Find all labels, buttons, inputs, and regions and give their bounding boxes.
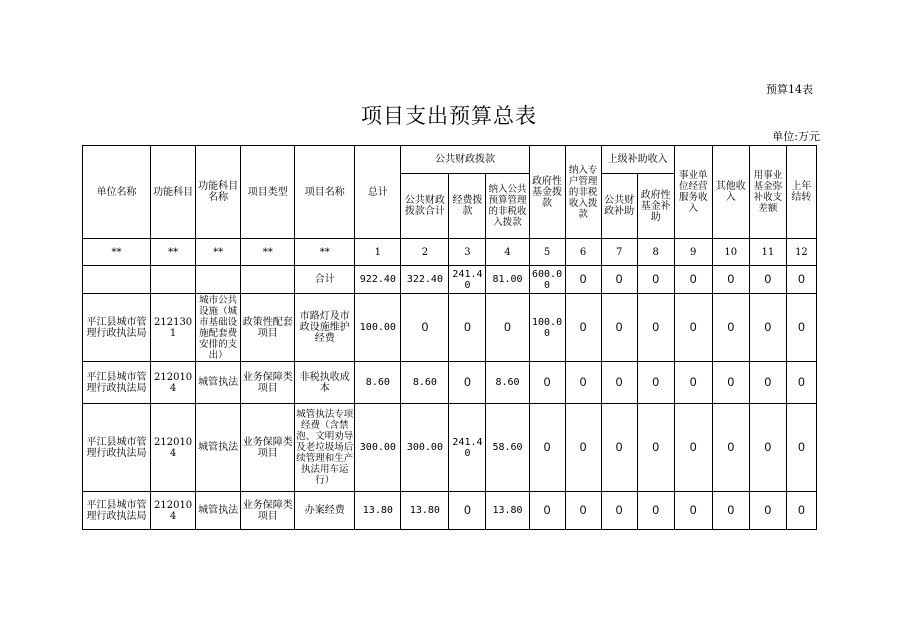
type-cell: 业务保障类项目 [241,362,295,404]
value-cell: 0 [712,404,749,492]
table-row [83,294,817,362]
value-cell: 0 [674,492,712,530]
value-cell: 0 [565,362,601,404]
index-cell: 11 [749,239,786,266]
index-cell: 12 [786,239,816,266]
index-cell: 6 [565,239,601,266]
total-row [83,266,817,294]
index-row [83,239,817,266]
total-label: 合计 [295,266,355,294]
header-nontax-in-budget: 纳入公共预算管理的非税收入拨款 [486,174,529,239]
value-cell: 0 [565,294,601,362]
unit-label: 单位:万元 [772,130,820,143]
total-value: 241.40 [449,266,486,294]
index-cell: 10 [712,239,749,266]
value-cell: 0 [749,294,786,362]
type-cell: 业务保障类项目 [241,404,295,492]
index-cell: 8 [637,239,674,266]
header-func-name: 功能科目名称 [196,146,241,239]
code-cell: 2120104 [151,404,196,492]
header-func-code: 功能科目 [151,146,196,239]
value-cell: 0 [786,294,816,362]
value-cell: 0 [486,294,529,362]
header-total: 总计 [355,146,401,239]
header-upper-subsidy: 上级补助收入 [601,146,674,174]
total-value: 0 [786,266,816,294]
func-cell: 城管执法 [196,404,241,492]
value-cell: 13.80 [355,492,401,530]
header-balance-fill: 用事业基金弥补收支差额 [749,146,786,239]
value-cell: 300.00 [355,404,401,492]
index-cell: ** [83,239,151,266]
code-cell: 2121301 [151,294,196,362]
index-cell: ** [151,239,196,266]
header-proj-type: 项目类型 [241,146,295,239]
unit-cell: 平江县城市管理行政执法局 [83,294,151,362]
name-cell: 市路灯及市政设施维护经费 [295,294,355,362]
value-cell: 58.60 [486,404,529,492]
header-unit-name: 单位名称 [83,146,151,239]
index-cell: ** [196,239,241,266]
total-value: 0 [749,266,786,294]
total-value: 0 [565,266,601,294]
value-cell: 0 [786,404,816,492]
total-value: 0 [601,266,637,294]
value-cell: 0 [749,404,786,492]
type-cell: 政策性配套项目 [241,294,295,362]
value-cell: 0 [601,404,637,492]
header-carry-over: 上年结转 [786,146,816,239]
index-cell: ** [295,239,355,266]
header-gov-fund: 政府性基金拨款 [529,146,565,239]
total-value: 322.40 [401,266,449,294]
func-cell: 城市公共设施（城市基础设施配套费安排的支出） [196,294,241,362]
name-cell: 办案经费 [295,492,355,530]
header-funding: 经费拨款 [449,174,486,239]
value-cell: 0 [449,294,486,362]
index-cell: 3 [449,239,486,266]
func-cell: 城管执法 [196,362,241,404]
value-cell: 0 [449,492,486,530]
value-cell: 0 [637,294,674,362]
value-cell: 0 [712,294,749,362]
value-cell: 8.60 [355,362,401,404]
page-title: 项目支出预算总表 [361,104,537,128]
code-cell: 2120104 [151,492,196,530]
value-cell: 0 [529,404,565,492]
value-cell: 0 [601,362,637,404]
index-cell: ** [241,239,295,266]
index-cell: 7 [601,239,637,266]
value-cell: 0 [712,492,749,530]
empty-cell [241,266,295,294]
empty-cell [83,266,151,294]
header-enterprise-income: 事业单位经营服务收入 [674,146,712,239]
value-cell: 0 [601,492,637,530]
name-cell: 非税执收成本 [295,362,355,404]
value-cell: 0 [449,362,486,404]
value-cell: 0 [565,492,601,530]
header-other-income: 其他收入 [712,146,749,239]
header-public-fiscal: 公共财政拨款 [401,146,529,174]
value-cell: 0 [674,294,712,362]
header-proj-name: 项目名称 [295,146,355,239]
value-cell: 0 [749,362,786,404]
name-cell: 城管执法专项经费（含禁泡、文明劝导及老垃圾场后续管理和生产执法用车运行） [295,404,355,492]
value-cell: 0 [674,362,712,404]
value-cell: 0 [786,492,816,530]
unit-cell: 平江县城市管理行政执法局 [83,404,151,492]
value-cell: 0 [637,362,674,404]
value-cell: 0 [786,362,816,404]
form-number: 预算14表 [766,83,813,96]
total-value: 81.00 [486,266,529,294]
value-cell: 0 [637,404,674,492]
total-value: 0 [674,266,712,294]
table-row [83,492,817,530]
value-cell: 13.80 [486,492,529,530]
header-public-subsidy: 公共财政补助 [601,174,637,239]
empty-cell [196,266,241,294]
index-cell: 1 [355,239,401,266]
value-cell: 100.00 [355,294,401,362]
value-cell: 0 [601,294,637,362]
value-cell: 8.60 [486,362,529,404]
table-row [83,404,817,492]
index-cell: 4 [486,239,529,266]
header-public-fiscal-total: 公共财政拨款合计 [401,174,449,239]
func-cell: 城管执法 [196,492,241,530]
table-row [83,362,817,404]
value-cell: 0 [637,492,674,530]
budget-table [82,145,817,530]
unit-cell: 平江县城市管理行政执法局 [83,362,151,404]
header-nontax-special: 纳入专户管理的非税收入拨款 [565,146,601,239]
empty-cell [151,266,196,294]
total-value: 600.00 [529,266,565,294]
total-value: 0 [637,266,674,294]
value-cell: 0 [529,362,565,404]
index-cell: 9 [674,239,712,266]
unit-cell: 平江县城市管理行政执法局 [83,492,151,530]
index-cell: 5 [529,239,565,266]
total-value: 0 [712,266,749,294]
value-cell: 0 [712,362,749,404]
value-cell: 241.40 [449,404,486,492]
value-cell: 300.00 [401,404,449,492]
index-cell: 2 [401,239,449,266]
total-value: 922.40 [355,266,401,294]
type-cell: 业务保障类项目 [241,492,295,530]
value-cell: 0 [565,404,601,492]
value-cell: 0 [529,492,565,530]
value-cell: 100.00 [529,294,565,362]
code-cell: 2120104 [151,362,196,404]
value-cell: 0 [401,294,449,362]
value-cell: 13.80 [401,492,449,530]
header-gov-fund-subsidy: 政府性基金补助 [637,174,674,239]
value-cell: 0 [749,492,786,530]
value-cell: 8.60 [401,362,449,404]
value-cell: 0 [674,404,712,492]
